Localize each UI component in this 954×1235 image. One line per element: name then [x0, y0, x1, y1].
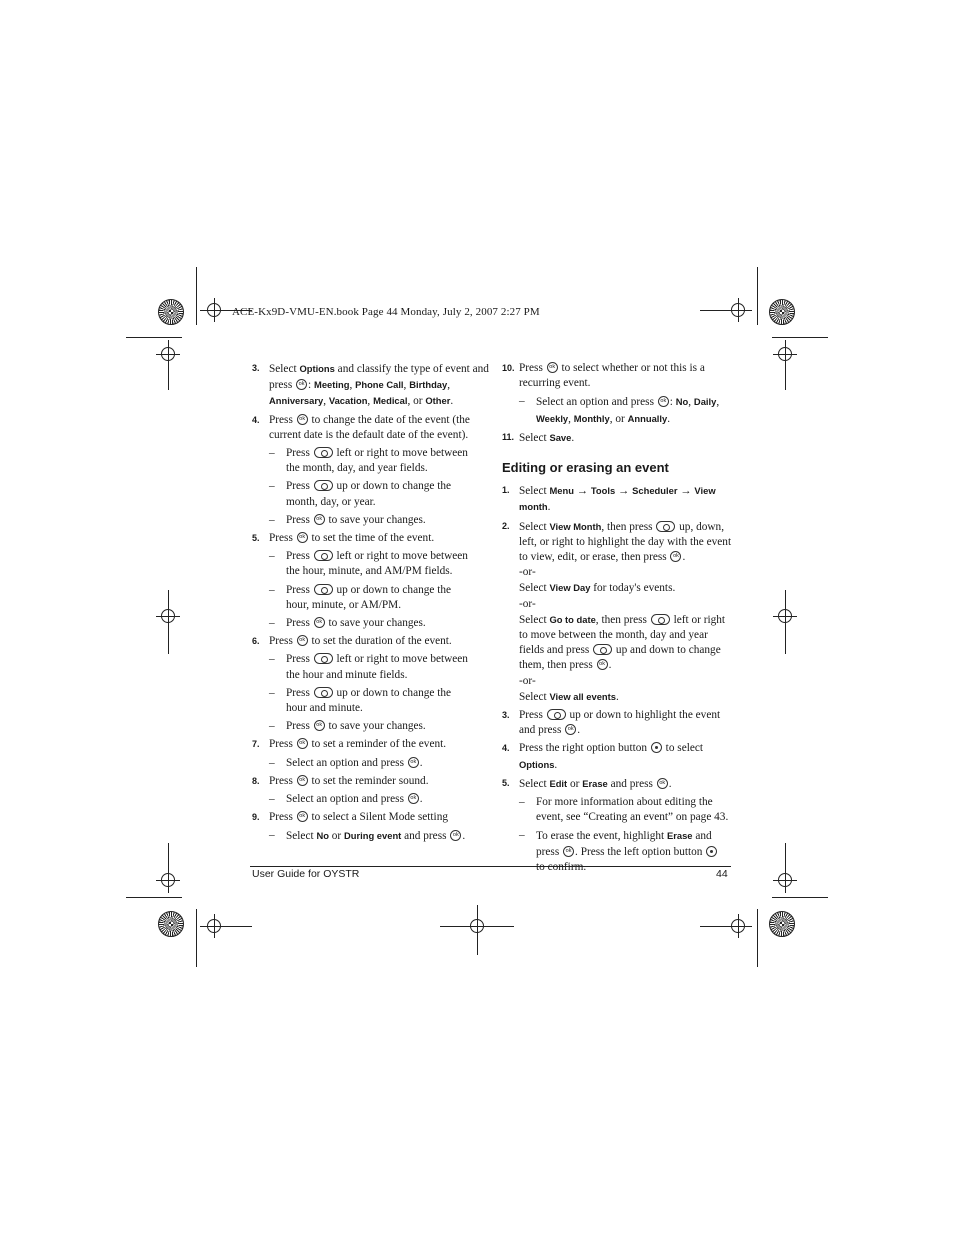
- step-8-sub-a: – Select an option and press ok.: [252, 792, 484, 807]
- ok-key-icon: [314, 514, 325, 525]
- registration-crosshair-mark: [778, 609, 792, 623]
- navigation-key-icon: [547, 709, 566, 720]
- ok-key-icon: [296, 379, 307, 390]
- edit-step-5-sub-a: – For more information about editing the event, see “Creating an event” on page 43.: [519, 796, 729, 824]
- footer-rule: [250, 866, 731, 867]
- navigation-key-icon: [593, 644, 612, 655]
- registration-crosshair-mark: [778, 347, 792, 361]
- right-option-button-icon: [651, 742, 662, 753]
- edit-step-5-sub-b: – To erase the event, highlight Erase and press ok. Press the left option button: [502, 828, 734, 875]
- step-4-sub-c: – Press ok to save your changes.: [252, 513, 484, 528]
- registration-crosshair-mark: [161, 347, 175, 361]
- registration-star-mark: [769, 299, 795, 325]
- step-8: 8. Press ok to set the reminder sound.: [252, 774, 484, 789]
- registration-crosshair-mark: [731, 303, 745, 317]
- registration-star-mark: [769, 911, 795, 937]
- ok-key-icon: [297, 635, 308, 646]
- step-6-sub-b: – Press up or down to change the hour and minute.: [269, 686, 452, 715]
- step-10-sub-a: – Select an option and press ok: No, Daily, Weekly, Monthly, or Annually.: [502, 394, 734, 426]
- edit-step-5: 5. Select Edit or Erase and press ok.: [502, 776, 734, 792]
- registration-star-mark: [158, 299, 184, 325]
- step-4-sub-b: – Press up or down to change the month, day, or year.: [269, 480, 452, 508]
- registration-crosshair-mark: [778, 873, 792, 887]
- navigation-key-icon: [314, 550, 333, 561]
- step-5: 5. Press ok to set the time of the event.: [252, 531, 484, 546]
- step-5-sub-c: – Press ok to save your changes.: [252, 616, 484, 631]
- registration-crosshair-mark: [470, 919, 484, 933]
- step-5-sub-b: – Press up or down to change the hour, minute, or AM/PM.: [269, 583, 452, 611]
- navigation-key-icon: [314, 584, 333, 595]
- edit-step-2: 2. Select View Month, then press up, down, left, or right to highlight the day with the event to view, edit, or erase, then press ok. -or- Select View Day for today's events. -or- Select Go to date, then press left or right to move between the month, day and year fields and press up and down to change them, then press ok. -or- Select View all events.: [502, 519, 734, 705]
- section-heading: Editing or erasing an event: [502, 460, 669, 476]
- registration-crosshair-mark: [731, 919, 745, 933]
- registration-crosshair-mark: [207, 919, 221, 933]
- navigation-key-icon: [314, 480, 333, 491]
- navigation-key-icon: [651, 614, 670, 625]
- ok-key-icon: [547, 362, 558, 373]
- ok-key-icon: [297, 811, 308, 822]
- step-7: 7. Press ok to set a reminder of the event.: [252, 737, 484, 752]
- ok-key-icon: [658, 396, 669, 407]
- step-4: 4. Press ok to change the date of the event (the current date is the default date of the event).: [252, 413, 484, 443]
- ok-key-icon: [563, 846, 574, 857]
- navigation-key-icon: [656, 521, 675, 532]
- ok-key-icon: [597, 659, 608, 670]
- ok-key-icon: [565, 724, 576, 735]
- right-column: [502, 361, 734, 878]
- ok-key-icon: [657, 778, 668, 789]
- ok-key-icon: [450, 830, 461, 841]
- navigation-key-icon: [314, 653, 333, 664]
- navigation-key-icon: [314, 447, 333, 458]
- step-5-sub-a: – Press left or right to move between the hour, minute, and AM/PM fields.: [269, 550, 468, 578]
- registration-crosshair-mark: [161, 873, 175, 887]
- registration-star-mark: [158, 911, 184, 937]
- step-10: 10. Press ok to select whether or not this is a recurring event.: [502, 361, 734, 391]
- footer-guide-title: User Guide for OYSTR: [252, 868, 360, 880]
- edit-step-3: 3. Press up or down to highlight the event and press ok.: [502, 708, 734, 738]
- step-6: 6. Press ok to set the duration of the event.: [252, 634, 484, 649]
- ok-key-icon: [314, 720, 325, 731]
- ok-key-icon: [670, 551, 681, 562]
- step-7-sub-a: – Select an option and press ok.: [252, 756, 484, 771]
- edit-step-1: 1. Select Menu → Tools → Scheduler → View month.: [502, 485, 716, 514]
- step-6-sub-a: – Press left or right to move between the hour and minute fields.: [269, 653, 468, 681]
- navigation-key-icon: [314, 687, 333, 698]
- ok-key-icon: [314, 617, 325, 628]
- edit-step-4: 4. Press the right option button to select Options.: [502, 742, 704, 771]
- step-9-sub-a: – Select No or During event and press ok.: [252, 828, 484, 844]
- step-9: 9. Press ok to select a Silent Mode setting: [252, 810, 484, 825]
- left-option-button-icon: [706, 846, 717, 857]
- ok-key-icon: [297, 775, 308, 786]
- print-header: ACE-Kx9D-VMU-EN.book Page 44 Monday, July 2, 2007 2:27 PM: [232, 306, 540, 318]
- ok-key-icon: [408, 793, 419, 804]
- left-column: [252, 361, 489, 848]
- registration-crosshair-mark: [161, 609, 175, 623]
- ok-key-icon: [408, 757, 419, 768]
- step-4-sub-a: – Press left or right to move between the month, day, and year fields.: [269, 447, 468, 475]
- page-number: 44: [716, 868, 728, 880]
- ok-key-icon: [297, 738, 308, 749]
- ok-key-icon: [297, 414, 308, 425]
- step-6-sub-c: – Press ok to save your changes.: [252, 719, 484, 734]
- registration-crosshair-mark: [207, 303, 221, 317]
- step-11: 11. Select Save.: [502, 431, 575, 444]
- ok-key-icon: [297, 532, 308, 543]
- step-3: 3. Select Options and classify the type of event and press ok: Meeting, Phone Call, Birthday, Anniversary, Vacation, Medical, or Other.: [252, 361, 484, 410]
